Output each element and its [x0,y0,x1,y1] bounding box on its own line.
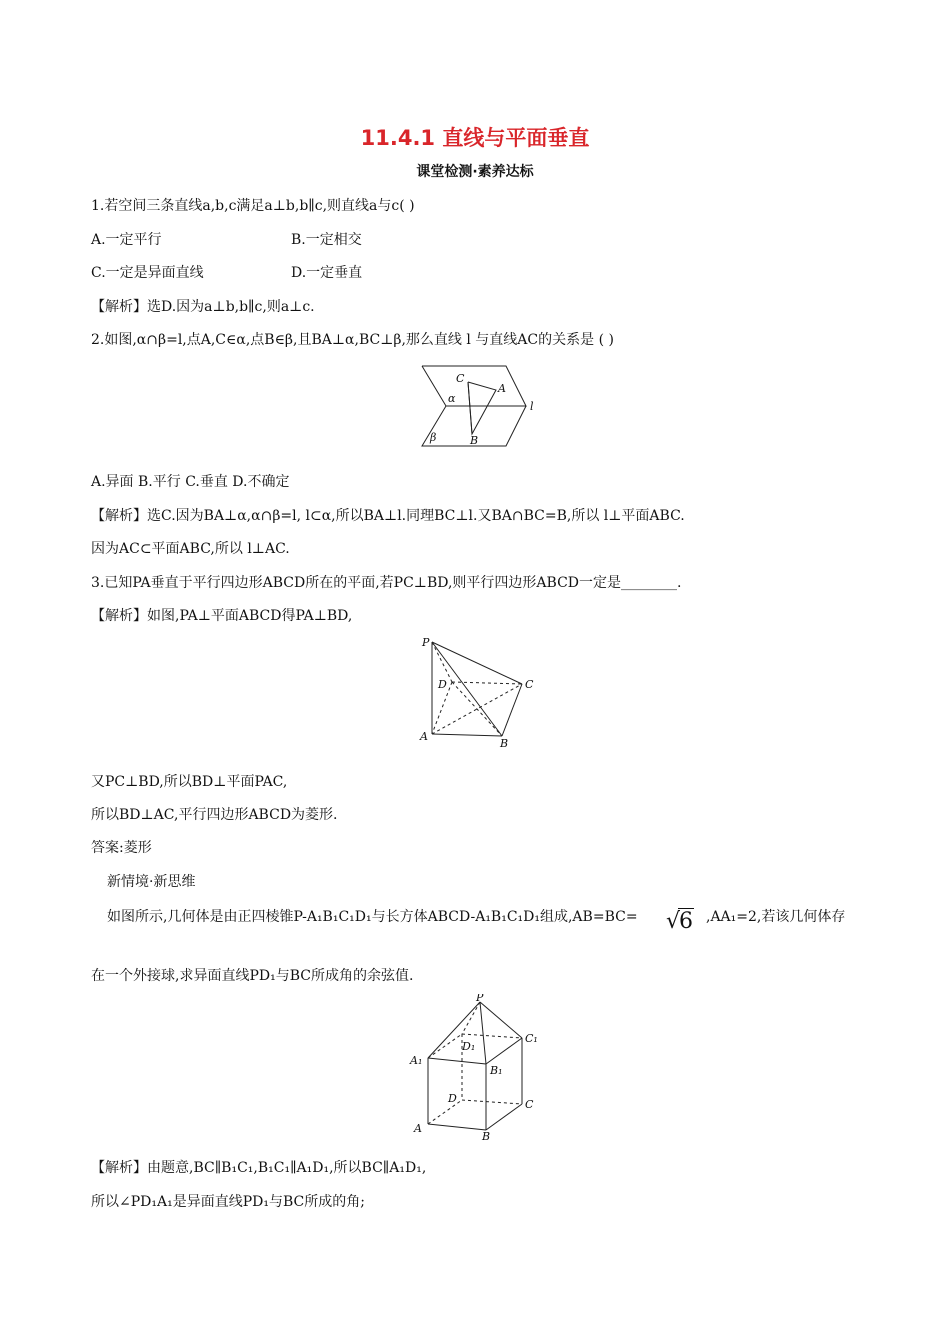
q3-label-b: B [500,737,509,750]
q2-stem: 2.如图,α∩β=l,点A,C∈α,点B∈β,且BA⊥α,BC⊥β,那么直线 l 与直线AC的关系是 ( ) [91,332,614,348]
q2-label-c: C [456,372,465,385]
q3-analysis-2: 又PC⊥BD,所以BD⊥平面PAC, [91,774,288,790]
q1-option-d: D.一定垂直 [291,265,363,281]
q2-figure-planes [418,362,558,452]
ext-label-d: D [448,1092,457,1105]
q2-label-beta: β [430,431,437,444]
q3-answer: 答案:菱形 [91,840,152,856]
q3-analysis-3: 所以BD⊥AC,平行四边形ABCD为菱形. [91,807,338,823]
q1-stem: 1.若空间三条直线a,b,c满足a⊥b,b∥c,则直线a与c( ) [91,198,415,214]
q3-label-a: A [420,730,428,743]
extension-heading: 新情境·新思维 [107,874,196,890]
q1-option-a: A.一定平行 [91,232,162,248]
ext-label-b: B [482,1130,491,1142]
q3-label-c: C [525,678,534,691]
ext-label-c: C [525,1098,534,1111]
q1-option-c: C.一定是异面直线 [91,265,204,281]
q3-analysis-1: 【解析】如图,PA⊥平面ABCD得PA⊥BD, [91,608,353,624]
q2-analysis-1: 【解析】选C.因为BA⊥α,α∩β=l, l⊂α,所以BA⊥l.同理BC⊥l.又BA∩BC=B,所以 l⊥平面ABC. [91,508,685,524]
extension-figure-solid [408,994,548,1142]
q1-analysis: 【解析】选D.因为a⊥b,b∥c,则a⊥c. [91,299,315,315]
q1-option-b: B.一定相交 [291,232,362,248]
extension-analysis-2: 所以∠PD₁A₁是异面直线PD₁与BC所成的角; [91,1194,365,1210]
ext-label-c1: C₁ [525,1032,538,1045]
ext-label-a1: A₁ [410,1054,423,1067]
q2-options: A.异面 B.平行 C.垂直 D.不确定 [91,474,290,490]
q3-label-d: D [438,678,447,691]
sqrt-expression: √6 [666,909,694,934]
extension-problem-1b: ,AA₁=2,若该几何体存 [706,909,846,925]
page-title: 11.4.1 直线与平面垂直 [360,126,590,150]
q3-label-p: P [422,636,430,649]
q2-label-alpha: α [448,392,456,405]
q2-label-b: B [470,434,479,447]
q3-figure-pyramid [414,634,544,750]
ext-label-a: A [414,1122,422,1135]
sqrt-radicand: 6 [679,909,694,934]
ext-label-b1: B₁ [490,1064,503,1077]
ext-label-p: P [476,994,484,1004]
extension-problem-1: 如图所示,几何体是由正四棱锥P-A₁B₁C₁D₁与长方体ABCD-A₁B₁C₁D₁组成,AB=BC= [107,909,638,925]
extension-analysis-1: 【解析】由题意,BC∥B₁C₁,B₁C₁∥A₁D₁,所以BC∥A₁D₁, [91,1160,427,1176]
extension-problem-2: 在一个外接球,求异面直线PD₁与BC所成角的余弦值. [91,968,414,984]
q2-analysis-2: 因为AC⊂平面ABC,所以 l⊥AC. [91,541,290,557]
ext-label-d1: D₁ [462,1040,476,1053]
q3-stem: 3.已知PA垂直于平行四边形ABCD所在的平面,若PC⊥BD,则平行四边形ABCD一定是________. [91,575,682,591]
q2-label-l: l [530,400,534,413]
q2-label-a: A [498,382,506,395]
section-subtitle: 课堂检测·素养达标 [416,164,534,180]
